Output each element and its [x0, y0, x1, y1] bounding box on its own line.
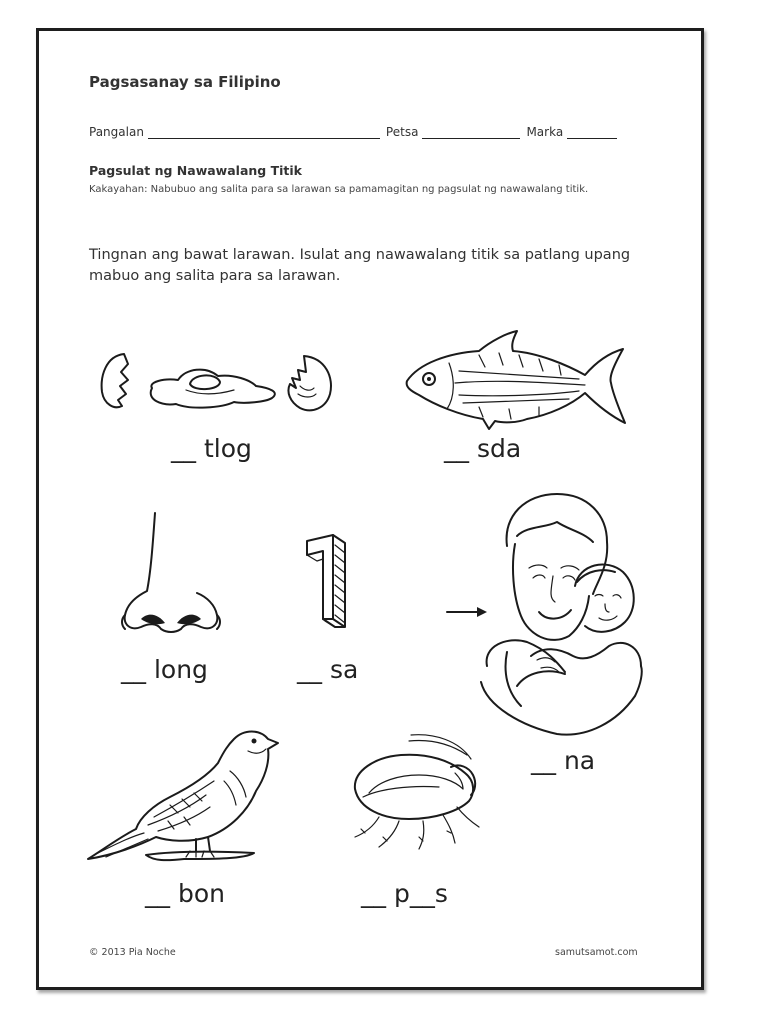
worksheet-title: Pagsasanay sa Filipino [89, 73, 281, 91]
date-label: Petsa [385, 125, 419, 139]
footer-copyright: © 2013 Pia Noche [89, 947, 176, 958]
mother-child-illustration [447, 486, 647, 741]
score-label: Marka [526, 125, 564, 139]
bird-illustration [84, 721, 299, 871]
egg-illustration [94, 346, 344, 426]
word-isa: __ sa [297, 655, 359, 684]
instructions: Tingnan ang bawat larawan. Isulat ang nawawalang titik sa patlang upang mabuo ang salita para sa larawan. [89, 247, 631, 284]
word-ilong: __ long [121, 655, 208, 684]
name-label: Pangalan [89, 125, 144, 139]
word-ipis: __ p__s [361, 879, 448, 908]
word-ibon: __ bon [145, 879, 225, 908]
nose-illustration [111, 511, 231, 641]
section-subtitle: Pagsulat ng Nawawalang Titik [89, 163, 302, 178]
skill-description: Kakayahan: Nabubuo ang salita para sa larawan sa pamamagitan ng pagsulat ng nawawalang titik. [89, 184, 589, 195]
word-itlog: __ tlog [171, 434, 252, 463]
name-blank[interactable] [148, 126, 380, 139]
word-ina: __ na [531, 746, 596, 775]
date-blank[interactable] [422, 126, 520, 139]
cockroach-illustration [339, 733, 489, 853]
footer-site: samutsamot.com [555, 947, 638, 958]
worksheet-page [36, 28, 704, 990]
number-one-illustration [301, 531, 361, 631]
student-info-row [89, 125, 623, 139]
word-isda: __ sda [444, 434, 522, 463]
fish-illustration [399, 323, 629, 433]
score-blank[interactable] [567, 126, 617, 139]
